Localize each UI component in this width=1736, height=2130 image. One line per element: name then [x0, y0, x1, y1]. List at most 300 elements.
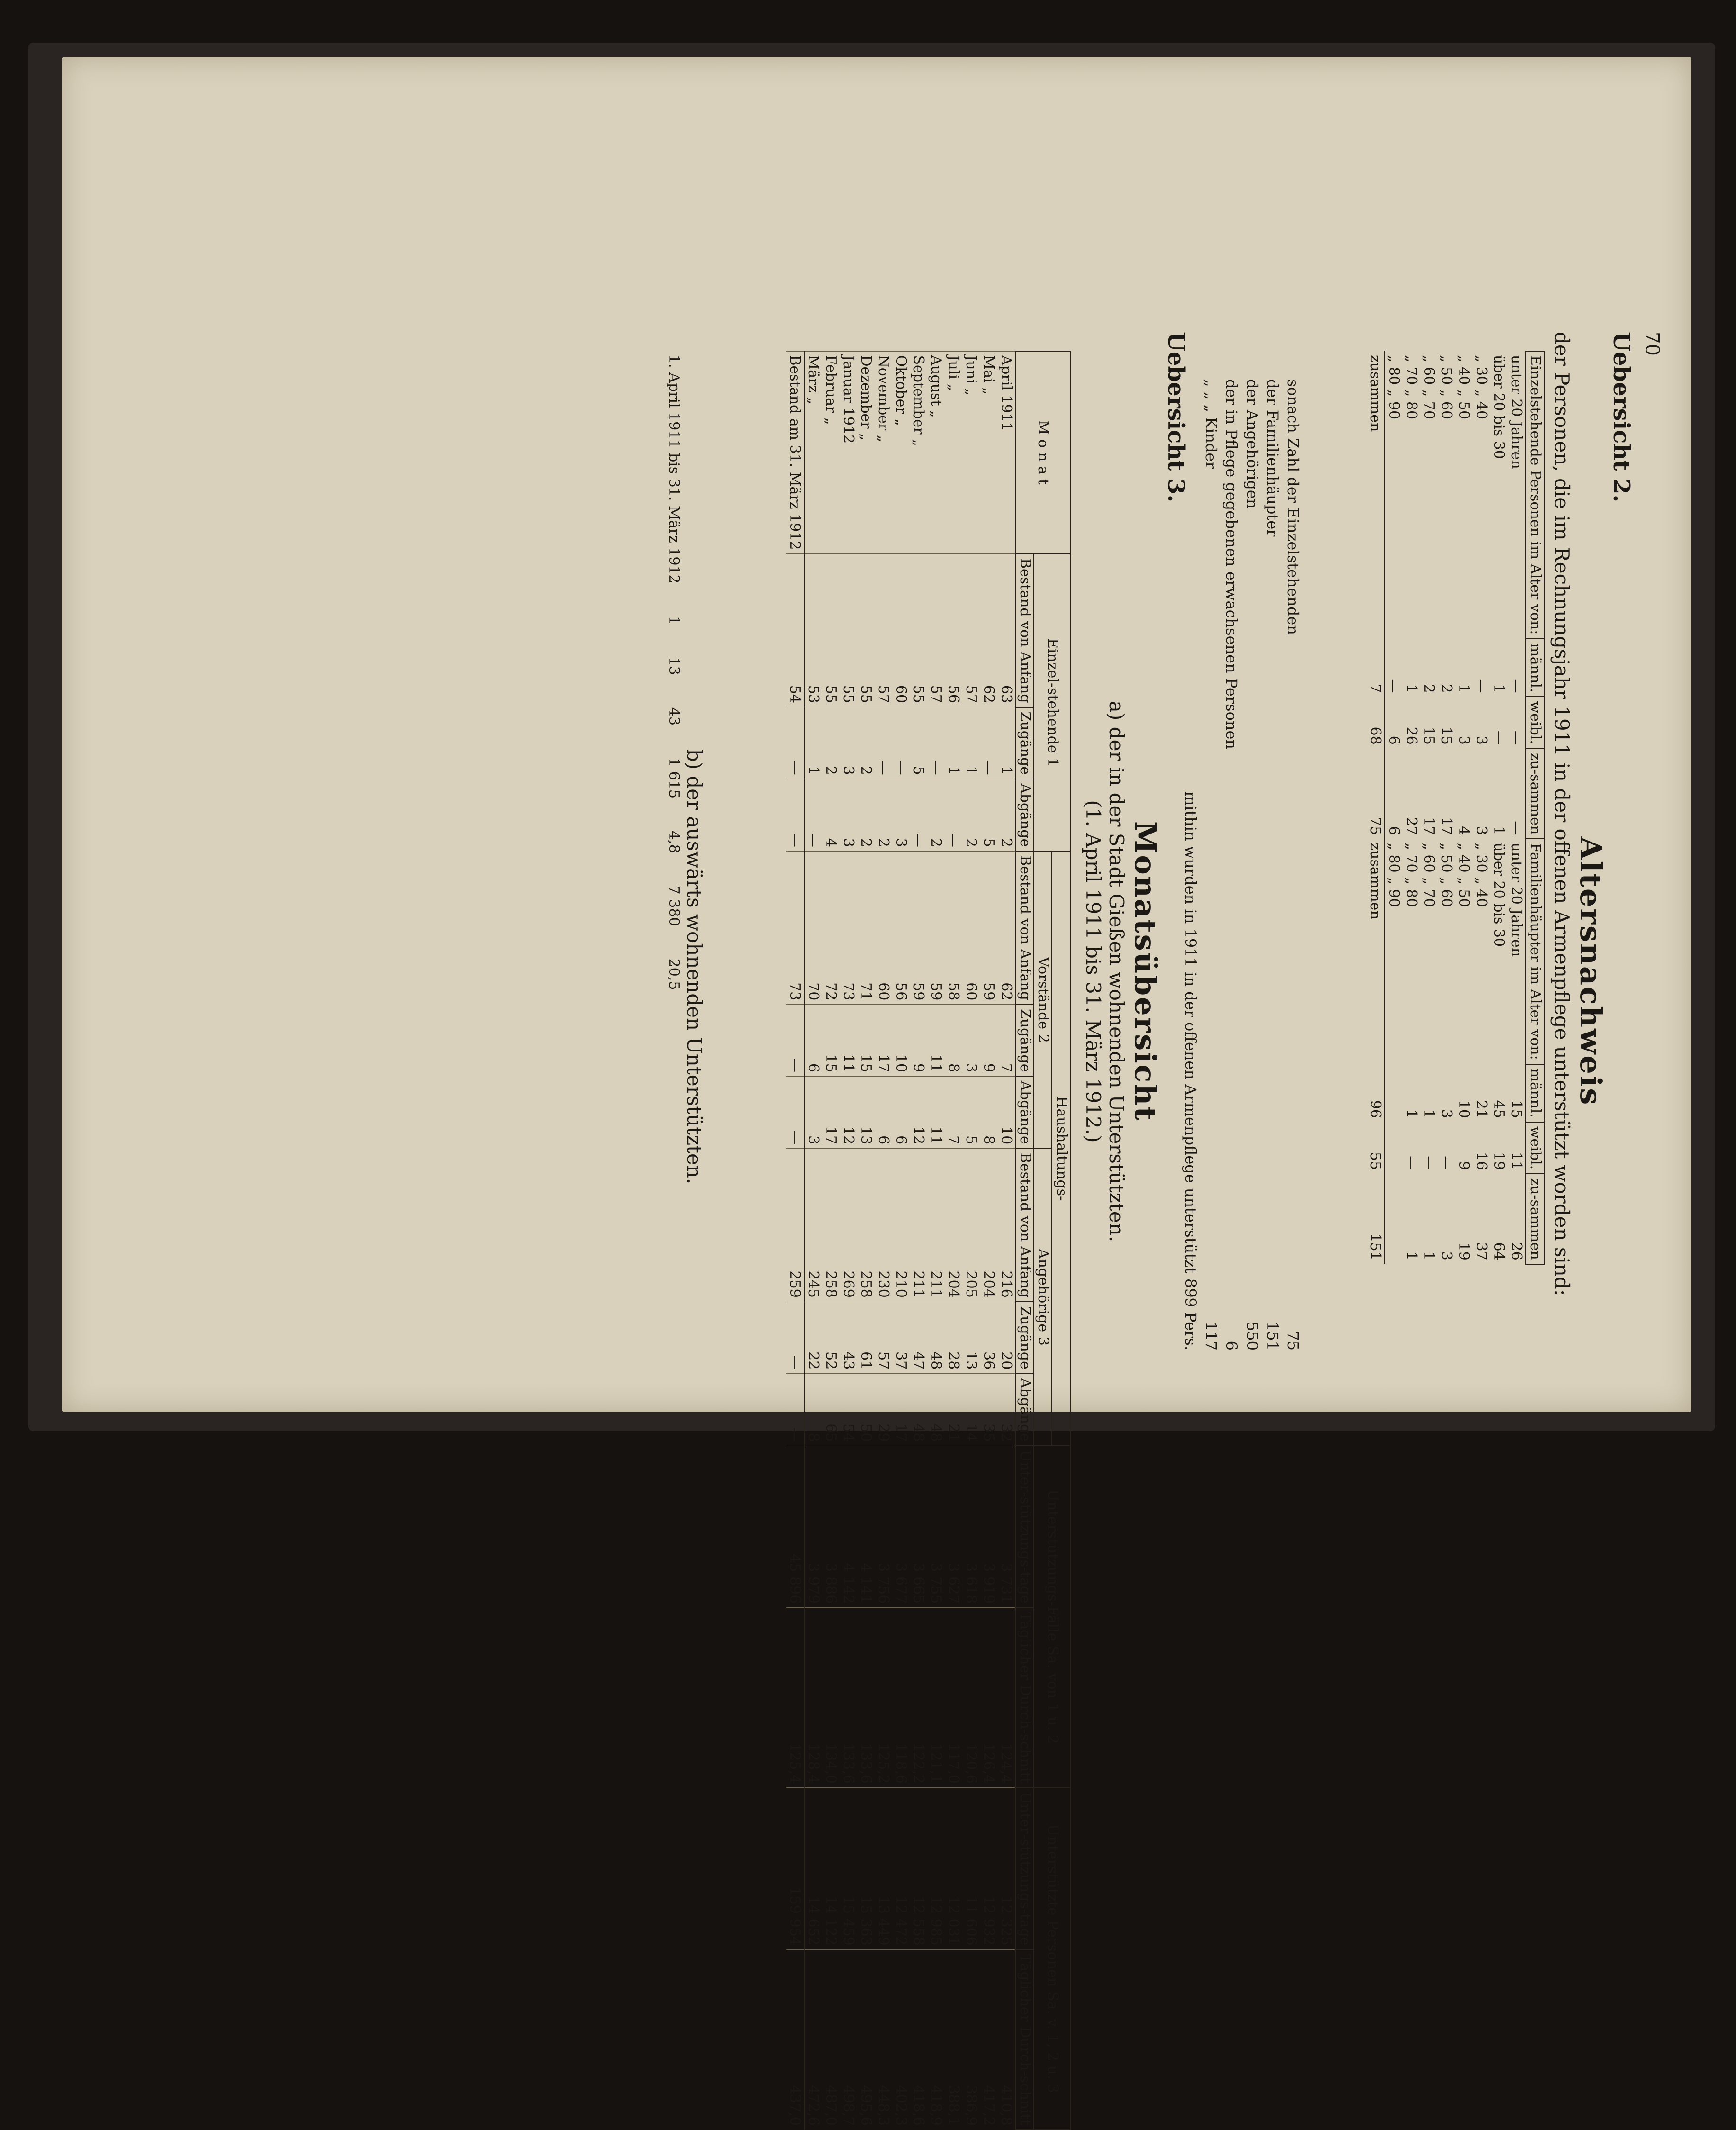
- month-end-cell: —: [787, 1076, 805, 1148]
- month-cell: 495,6: [858, 1949, 875, 2130]
- month-cell: 9: [980, 1005, 998, 1077]
- age-sum-w: 68: [1367, 697, 1385, 748]
- age-cell-z: 17: [1420, 817, 1438, 835]
- month-label: Dezember „: [858, 351, 875, 554]
- section-3-period: (1. April 1911 bis 31. März 1912.): [1082, 800, 1105, 1143]
- age-cell-z: 4: [1456, 826, 1473, 835]
- persons-line-value: 550: [1243, 1321, 1261, 1351]
- age-cell-w2: —: [1438, 1156, 1455, 1170]
- month-cell: 2: [928, 779, 945, 851]
- month-cell: 2: [823, 707, 840, 779]
- month-cell: 36: [980, 1302, 998, 1374]
- page-number: 70: [1641, 332, 1663, 356]
- age-cell-z2: 37: [1473, 1242, 1490, 1260]
- month-cell: 3: [840, 779, 858, 851]
- age-col-m: männl.: [1526, 639, 1545, 697]
- age-cell-w2: 16: [1473, 1152, 1490, 1170]
- age-row: [1403, 351, 1420, 1264]
- persons-summary: [1180, 379, 1303, 1351]
- age-cell-z2: 1: [1403, 1251, 1420, 1260]
- month-end-label: Bestand am 31. März 1912: [787, 351, 805, 554]
- month-cell: 73: [840, 851, 858, 1005]
- month-cell: 60: [963, 851, 980, 1005]
- age-row: [1438, 351, 1456, 1264]
- month-label: Januar 1912: [840, 351, 858, 554]
- month-cell: 498,7: [840, 1949, 858, 2130]
- h-ab-2: Abgänge: [1016, 1076, 1034, 1148]
- age-cell-age: über 20 bis 30: [1491, 355, 1508, 459]
- age-cell-age2: „ 30 „ 40: [1473, 843, 1490, 907]
- month-grp-pers: Unterstützte Personen Sa. v. 1, 2 u. 3: [1034, 1788, 1070, 2130]
- month-cell: 418,9: [928, 1949, 945, 2130]
- section-2-heading: Altersnachweis: [1573, 836, 1608, 1106]
- month-row: [875, 351, 893, 2130]
- auswaerts-cell: 7 380: [666, 885, 682, 926]
- month-cell: 55: [840, 554, 858, 707]
- month-table: [787, 351, 1071, 2130]
- age-cell-z: 6: [1385, 826, 1402, 835]
- month-cell: 133,6: [840, 1608, 858, 1788]
- section-3-sub-b: b) der auswärts wohnenden Unterstützten.: [683, 749, 706, 1185]
- age-cell-age: „ 70 „ 80: [1403, 355, 1420, 420]
- month-cell: 204: [980, 1149, 998, 1302]
- month-cell: 60: [875, 851, 893, 1005]
- age-row: [1473, 351, 1491, 1264]
- month-cell: 2: [858, 779, 875, 851]
- age-cell-z: 1: [1491, 826, 1508, 835]
- month-cell: 211: [910, 1149, 928, 1302]
- month-label: April 1911: [998, 351, 1016, 554]
- month-cell: 56: [893, 851, 910, 1005]
- age-sum-z2: 151: [1367, 1174, 1385, 1264]
- month-row: [805, 351, 823, 2130]
- month-cell: 47: [910, 1302, 928, 1374]
- age-cell-age2: „ 50 „ 60: [1438, 843, 1455, 907]
- age-cell-w2: 11: [1508, 1152, 1525, 1170]
- section-3-sub-a: a) der in der Stadt Gießen wohnenden Unterstützten.: [1105, 700, 1128, 1242]
- month-cell: 487,0: [823, 1949, 840, 2130]
- month-cell: —: [980, 707, 998, 779]
- month-cell: 58: [945, 851, 963, 1005]
- month-cell: 11: [928, 1005, 945, 1077]
- month-cell: 258: [858, 1149, 875, 1302]
- month-cell: 59: [910, 851, 928, 1005]
- month-cell: 52: [823, 1302, 840, 1374]
- month-grp-vorst: Vorstände 2: [1034, 851, 1052, 1148]
- age-cell-z2: 19: [1456, 1242, 1473, 1260]
- month-end-cell: —: [787, 1302, 805, 1374]
- month-cell: 60: [893, 554, 910, 707]
- month-row: [998, 351, 1016, 2130]
- age-cell-z2: [1385, 1174, 1403, 1264]
- month-cell: 13: [963, 1302, 980, 1374]
- month-cell: 5: [910, 707, 928, 779]
- month-label: August „: [928, 351, 945, 554]
- age-cell-w: 15: [1438, 726, 1455, 745]
- persons-line: [1221, 379, 1241, 1351]
- age-sum-label2: zusammen: [1367, 839, 1385, 1064]
- month-cell: —: [910, 779, 928, 851]
- age-cell-w: 6: [1385, 735, 1402, 745]
- month-label: November „: [875, 351, 893, 554]
- month-cell: 122,2: [910, 1608, 928, 1788]
- month-grp-ang: Angehörige 3: [1034, 1149, 1052, 1446]
- month-cell: 386,9: [963, 1949, 980, 2130]
- age-col-z2: zu-sammen: [1526, 1174, 1545, 1264]
- age-cell-z2: 1: [1420, 1251, 1438, 1260]
- section-3-header: [1082, 332, 1189, 1611]
- month-cell: 37: [893, 1302, 910, 1374]
- month-cell: 12 558: [910, 1788, 928, 1950]
- month-cell: 48: [928, 1302, 945, 1374]
- month-cell: 28: [945, 1302, 963, 1374]
- month-cell: 3: [893, 779, 910, 851]
- month-cell: 269: [840, 1149, 858, 1302]
- month-cell: 230: [875, 1149, 893, 1302]
- month-cell: 120,6: [963, 1608, 980, 1788]
- age-cell-m: —: [1473, 679, 1490, 693]
- month-cell: 410,8: [998, 1949, 1016, 2130]
- month-cell: 9: [910, 1005, 928, 1077]
- age-cell-z2: 26: [1508, 1242, 1525, 1260]
- month-cell: 2: [963, 779, 980, 851]
- h-durch-1: Täglicher Durch-schnitt: [1016, 1608, 1034, 1788]
- month-cell: 20: [998, 1302, 1016, 1374]
- month-cell: 14: [963, 1374, 980, 1446]
- age-sum-w2: 55: [1367, 1122, 1385, 1174]
- month-cell: 17: [893, 1374, 910, 1446]
- month-cell: 57: [963, 554, 980, 707]
- month-label: Juli „: [945, 351, 963, 554]
- age-col-w2: weibl.: [1526, 1122, 1545, 1174]
- h-zu-3: Zugänge: [1016, 1302, 1034, 1374]
- month-cell: 6: [893, 1076, 910, 1148]
- month-cell: 3 756: [875, 1446, 893, 1608]
- auswaerts-table: [665, 351, 683, 994]
- age-cell-z: 17: [1438, 817, 1455, 835]
- month-cell: 21: [945, 1374, 963, 1446]
- month-cell: 117,0: [945, 1608, 963, 1788]
- age-cell-age2: „ 40 „ 50: [1456, 843, 1473, 907]
- month-cell: —: [893, 707, 910, 779]
- age-sum-z: 75: [1367, 749, 1385, 839]
- month-end-cell: 45 896: [787, 1446, 805, 1608]
- age-cell-z: 27: [1403, 817, 1420, 835]
- month-cell: 56: [945, 554, 963, 707]
- age-cell-age: „ 40 „ 50: [1456, 355, 1473, 420]
- month-cell: 48: [910, 1374, 928, 1446]
- month-cell: 12 985: [928, 1788, 945, 1950]
- month-cell: 2: [858, 707, 875, 779]
- persons-total-text: mithin wurden in 1911 in der offenen Armenpflege unterstützt 899 Pers.: [1182, 791, 1200, 1351]
- persons-line-text: „ „ „ Kinder: [1202, 379, 1221, 469]
- age-cell-w: —: [1491, 730, 1508, 745]
- month-cell: 3 618: [963, 1446, 980, 1608]
- month-cell: 8: [980, 1076, 998, 1148]
- month-cell: 126,4: [980, 1608, 998, 1788]
- month-cell: 3 919: [980, 1446, 998, 1608]
- month-cell: 10: [998, 1076, 1016, 1148]
- age-cell-age: „ 60 „ 70: [1420, 355, 1438, 420]
- age-left-head: Einzelstehende Personen im Alter von:: [1526, 351, 1545, 639]
- month-cell: 134,0: [823, 1608, 840, 1788]
- age-cell-m: 2: [1438, 684, 1455, 693]
- month-cell: 70: [805, 851, 823, 1005]
- section-3-b: [665, 351, 706, 1583]
- book-page: [62, 57, 1691, 2126]
- auswaerts-cell: 43: [666, 707, 682, 726]
- age-cell-m2: 1: [1420, 1109, 1438, 1118]
- month-cell: 1: [805, 707, 823, 779]
- age-cell-z: —: [1508, 821, 1525, 835]
- month-cell: 61: [858, 1302, 875, 1374]
- month-cell: 12 932: [980, 1788, 998, 1950]
- month-end-cell: 259: [787, 1149, 805, 1302]
- age-row: [1420, 351, 1438, 1264]
- age-cell-m2: 3: [1438, 1109, 1455, 1118]
- month-cell: 59: [980, 851, 998, 1005]
- month-cell: 5: [963, 1076, 980, 1148]
- auswaerts-cell: 13: [666, 657, 682, 675]
- auswaerts-cell: 1: [666, 616, 682, 625]
- month-label: Mai „: [980, 351, 998, 554]
- age-col-w: weibl.: [1526, 697, 1545, 748]
- auswaerts-cell: 20,5: [666, 958, 682, 990]
- month-row: [858, 351, 875, 2130]
- month-cell: 11 606: [963, 1788, 980, 1950]
- month-end-cell: 159 954: [787, 1788, 805, 1950]
- month-cell: 4: [823, 779, 840, 851]
- month-cell: 7: [998, 1005, 1016, 1077]
- age-cell-m: —: [1508, 679, 1525, 693]
- month-cell: 15 363: [858, 1788, 875, 1950]
- month-row: [823, 351, 840, 2130]
- month-end-cell: 54: [787, 554, 805, 707]
- month-cell: 118,6: [893, 1608, 910, 1788]
- month-row: [980, 351, 998, 2130]
- month-cell: 14 652: [805, 1788, 823, 1950]
- h-ab-1: Abgänge: [1016, 779, 1034, 851]
- month-row: [893, 351, 910, 2130]
- age-cell-m2: 15: [1508, 1100, 1525, 1118]
- age-cell-m2: 1: [1403, 1109, 1420, 1118]
- age-cell-w2: 19: [1491, 1152, 1508, 1170]
- month-cell: 12 031: [945, 1788, 963, 1950]
- month-cell: 133,6: [858, 1608, 875, 1788]
- month-row: [945, 351, 963, 2130]
- month-cell: 205: [963, 1149, 980, 1302]
- auswaerts-label: 1. April 1911 bis 31. März 1912: [666, 354, 682, 584]
- h-durch-2: Täglicher Durch-schnitt: [1016, 1949, 1034, 2130]
- age-cell-age2: über 20 bis 30: [1491, 843, 1508, 947]
- age-cell-z: 3: [1473, 826, 1490, 835]
- age-cell-age: „ 30 „ 40: [1473, 355, 1490, 420]
- persons-line: [1283, 379, 1303, 1351]
- month-cell: 6: [875, 1076, 893, 1148]
- month-cell: 48: [928, 1374, 945, 1446]
- section-2-title: Uebersicht 2.: [1608, 332, 1635, 503]
- month-cell: 13 449: [875, 1788, 893, 1950]
- month-row: [840, 351, 858, 2130]
- month-cell: 50: [858, 1374, 875, 1446]
- month-end-cell: 437,0: [787, 1949, 805, 2130]
- month-cell: —: [945, 779, 963, 851]
- section-2-lead: der Personen, die im Rechnungsjahr 1911 in der offenen Armenpflege unterstützt worden sind:: [1550, 332, 1573, 1296]
- age-right-head: Familienhäupter im Alter von:: [1526, 839, 1545, 1064]
- month-cell: 3 979: [805, 1446, 823, 1608]
- age-cell-m: 2: [1420, 684, 1438, 693]
- age-cell-m2: [1385, 1064, 1403, 1122]
- month-end-cell: 73: [787, 851, 805, 1005]
- month-cell: 5: [980, 779, 998, 851]
- age-cell-m: 1: [1403, 684, 1420, 693]
- age-cell-w2: 9: [1456, 1161, 1473, 1170]
- month-cell: 15: [823, 1005, 840, 1077]
- month-cell: 55: [823, 554, 840, 707]
- month-col-head: M o n a t: [1016, 351, 1071, 554]
- age-row: [1456, 351, 1473, 1264]
- age-cell-m: 1: [1491, 684, 1508, 693]
- month-cell: 3 886: [823, 1446, 840, 1608]
- auswaerts-cell: 1 615: [666, 758, 682, 798]
- persons-line: [1241, 379, 1262, 1351]
- month-cell: 17: [875, 1005, 893, 1077]
- month-row: [928, 351, 945, 2130]
- month-end-cell: 125,4: [787, 1608, 805, 1788]
- age-table: [1367, 351, 1545, 1265]
- month-grp-faelle: Unterstützungs-Fälle Sa. von 1 u. 2: [1034, 1446, 1070, 1788]
- age-cell-z2: 3: [1438, 1251, 1455, 1260]
- month-cell: 3: [805, 1076, 823, 1148]
- month-cell: 14 122: [823, 1788, 840, 1950]
- age-row: [1385, 351, 1403, 1264]
- month-cell: 210: [893, 1149, 910, 1302]
- month-cell: 22: [805, 1302, 823, 1374]
- month-cell: 29: [875, 1374, 893, 1446]
- persons-line-value: 117: [1202, 1321, 1221, 1351]
- persons-line-text: der in Pflege gegebenen erwachsenen Personen: [1222, 379, 1241, 749]
- age-sum-m: 7: [1367, 639, 1385, 697]
- persons-line-value: 75: [1284, 1331, 1302, 1351]
- age-col-z: zu-sammen: [1526, 749, 1545, 839]
- month-cell: 12 472: [893, 1788, 910, 1950]
- month-cell: 57: [928, 554, 945, 707]
- section-2-header: [1550, 332, 1635, 1611]
- month-cell: 1: [945, 707, 963, 779]
- month-cell: 211: [928, 1149, 945, 1302]
- month-cell: 10: [893, 1005, 910, 1077]
- month-cell: 448,3: [875, 1949, 893, 2130]
- persons-line-value: 6: [1222, 1341, 1241, 1351]
- age-cell-m: 1: [1456, 684, 1473, 693]
- age-row: [1508, 351, 1526, 1264]
- h-bestand-3: Bestand von Anfang: [1016, 1149, 1034, 1302]
- age-cell-age: „ 50 „ 60: [1438, 355, 1455, 420]
- persons-line: [1201, 379, 1221, 1351]
- age-cell-age: „ 80 „ 90: [1385, 355, 1402, 420]
- auswaerts-cell: 4,8: [666, 830, 682, 853]
- age-sum-m2: 96: [1367, 1064, 1385, 1122]
- month-cell: 2: [998, 779, 1016, 851]
- month-cell: 417,2: [980, 1949, 998, 2130]
- month-cell: 125,2: [875, 1608, 893, 1788]
- age-cell-m2: 10: [1456, 1100, 1473, 1118]
- section-3-title: Uebersicht 3.: [1163, 332, 1189, 503]
- month-cell: 402,3: [893, 1949, 910, 2130]
- age-cell-age2: „ 80 „ 90: [1385, 843, 1402, 907]
- month-cell: 15: [858, 1005, 875, 1077]
- month-cell: 12: [840, 1076, 858, 1148]
- month-cell: 65: [823, 1374, 840, 1446]
- month-cell: 55: [910, 554, 928, 707]
- month-cell: 11: [928, 1076, 945, 1148]
- month-cell: 71: [858, 851, 875, 1005]
- month-cell: 62: [998, 851, 1016, 1005]
- month-row: [963, 351, 980, 2130]
- month-cell: 4 141: [858, 1446, 875, 1608]
- month-cell: 3 665: [910, 1446, 928, 1608]
- month-end-cell: —: [787, 779, 805, 851]
- persons-line-text: der Angehörigen: [1243, 379, 1261, 509]
- month-cell: 17: [823, 1076, 840, 1148]
- age-cell-w: 3: [1473, 735, 1490, 745]
- month-cell: 1: [998, 707, 1016, 779]
- month-grp-haus: Haushaltungs-: [1052, 851, 1071, 1446]
- month-cell: 388,1: [945, 1949, 963, 2130]
- h-zu-1: Zugänge: [1016, 707, 1034, 779]
- month-cell: —: [875, 707, 893, 779]
- month-cell: 32: [998, 1374, 1016, 1446]
- month-cell: 55: [858, 554, 875, 707]
- month-cell: —: [928, 707, 945, 779]
- age-cell-w: 26: [1403, 726, 1420, 745]
- month-cell: 124,4: [998, 1608, 1016, 1788]
- age-cell-m: —: [1385, 679, 1402, 693]
- h-ab-3: Abgänge: [1016, 1374, 1034, 1446]
- month-end-cell: —: [787, 707, 805, 779]
- month-cell: 35: [980, 1374, 998, 1446]
- month-cell: 57: [875, 1302, 893, 1374]
- month-cell: 418,6: [910, 1949, 928, 2130]
- age-cell-age: unter 20 Jahren: [1508, 355, 1525, 469]
- month-cell: 8: [945, 1005, 963, 1077]
- month-cell: 62: [980, 554, 998, 707]
- month-cell: 59: [928, 851, 945, 1005]
- month-cell: 54: [840, 1374, 858, 1446]
- month-cell: 128,4: [805, 1608, 823, 1788]
- persons-line-value: 151: [1263, 1321, 1282, 1351]
- month-cell: 8: [805, 1374, 823, 1446]
- month-label: Juni „: [963, 351, 980, 554]
- month-cell: 204: [945, 1149, 963, 1302]
- month-end-cell: —: [787, 1374, 805, 1446]
- month-cell: 57: [875, 554, 893, 707]
- persons-line-text: der Familienhäupter: [1263, 379, 1282, 537]
- month-label: Oktober „: [893, 351, 910, 554]
- month-cell: 63: [998, 554, 1016, 707]
- age-cell-age2: „ 70 „ 80: [1403, 843, 1420, 907]
- month-cell: 3 627: [945, 1446, 963, 1608]
- month-cell: 12: [910, 1076, 928, 1148]
- month-cell: 6: [805, 1005, 823, 1077]
- month-cell: 3: [963, 1005, 980, 1077]
- month-label: September „: [910, 351, 928, 554]
- h-tage-2: Unter-stützungs-tage: [1016, 1788, 1034, 1950]
- persons-line: [1262, 379, 1283, 1351]
- h-bestand-2: Bestand von Anfang: [1016, 851, 1034, 1005]
- age-row: [1491, 351, 1508, 1264]
- month-cell: 216: [998, 1149, 1016, 1302]
